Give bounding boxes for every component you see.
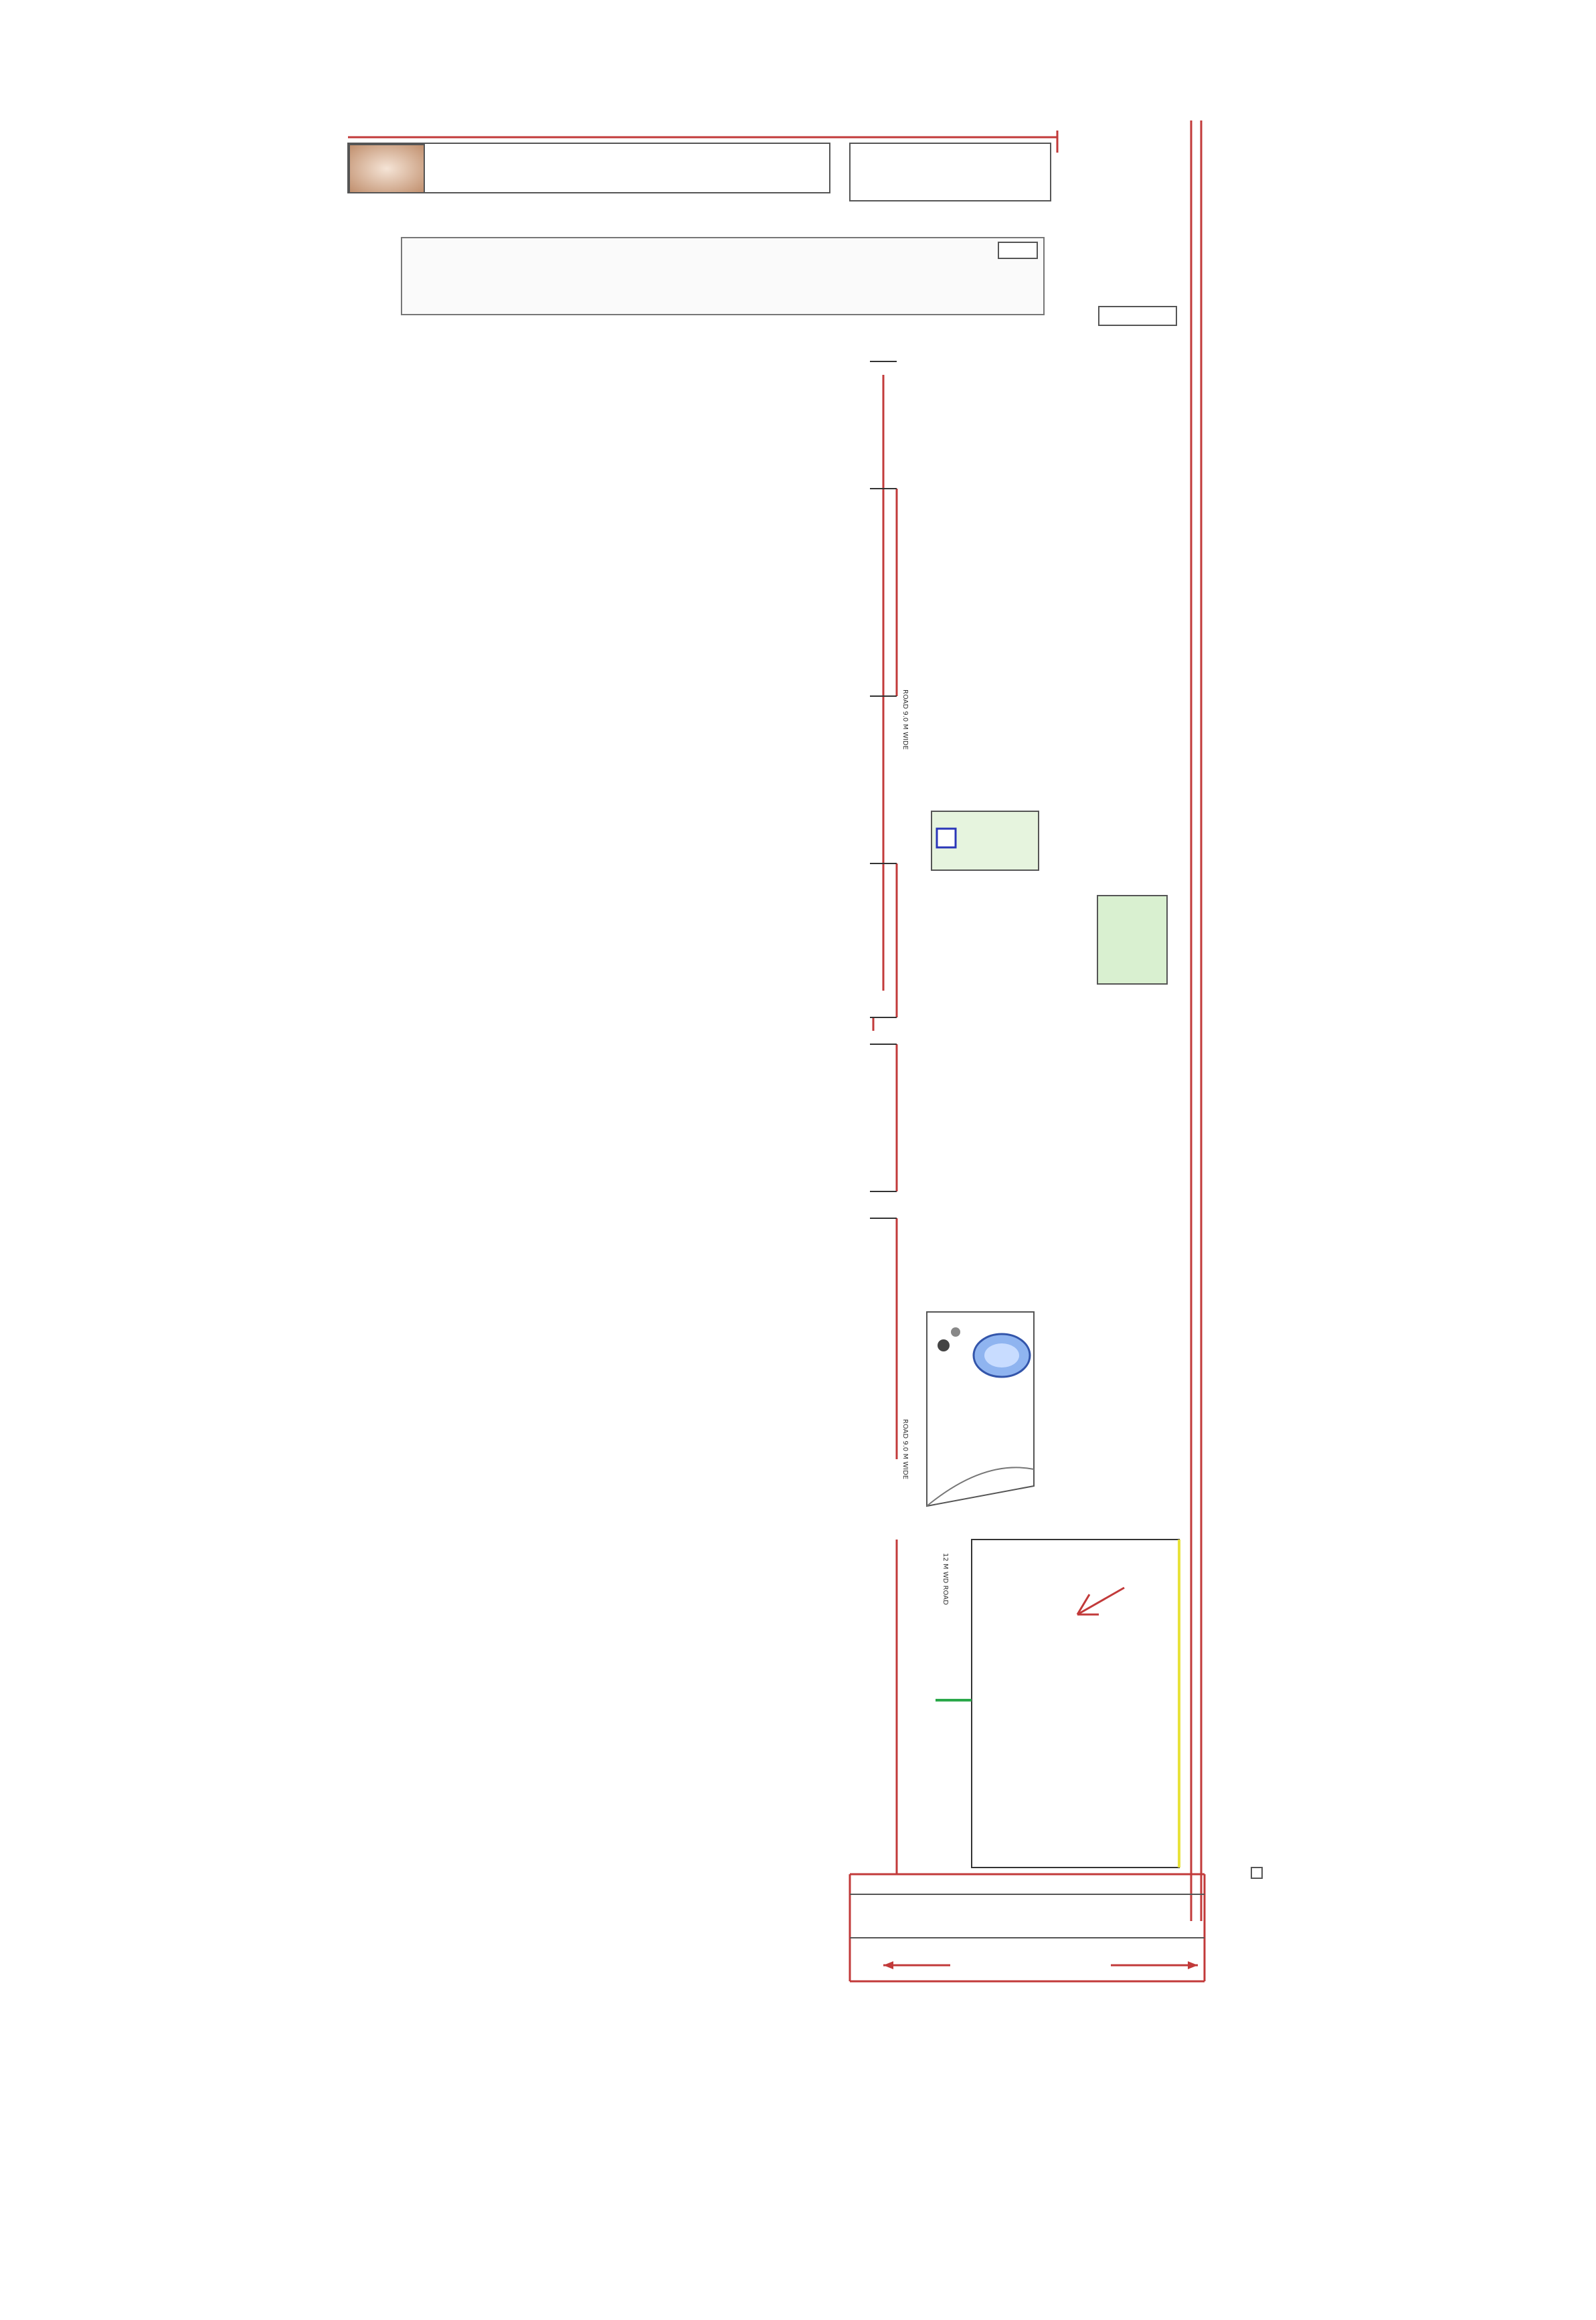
plot-b21[interactable] xyxy=(349,145,424,193)
tree-icon xyxy=(938,1339,950,1351)
big-plot[interactable] xyxy=(972,1540,1179,1868)
park-5[interactable] xyxy=(850,143,1051,201)
ramnagar-road xyxy=(850,1894,1205,1981)
park-4[interactable] xyxy=(1099,307,1176,325)
stone-marker-icon xyxy=(1251,1868,1262,1878)
second-row-units xyxy=(402,238,1044,315)
park-1[interactable] xyxy=(927,1312,1034,1506)
park-3[interactable] xyxy=(1097,896,1167,984)
road-label-2: ROAD 9.0 M WIDE xyxy=(901,1419,909,1480)
top-row-units xyxy=(348,143,1051,201)
road-label-3: 12 M WD ROAD xyxy=(942,1553,949,1605)
road-label-1: ROAD 9.0 M WIDE xyxy=(901,689,909,750)
